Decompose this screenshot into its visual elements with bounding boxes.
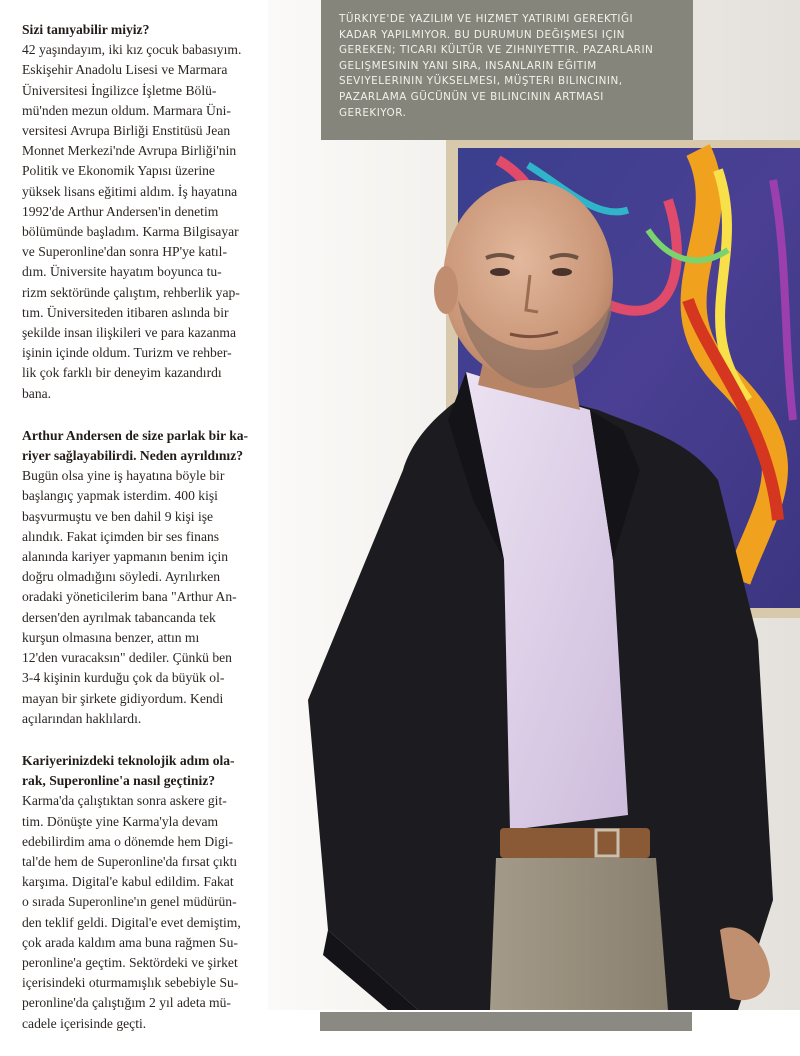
pull-quote-line: SEVIYELERININ YÜKSELMESI, MÜŞTERI BILINCININ, bbox=[339, 75, 623, 88]
pull-quote-line: GEREKEN; TICARI KÜLTÜR VE ZIHNIYETTIR. PAZARLARIN bbox=[339, 44, 654, 57]
interview-question: Kariyerinizdeki teknolojik adım ola- rak, Superonline'a nasıl geçtiniz? bbox=[22, 752, 235, 789]
interview-column bbox=[22, 20, 260, 1056]
interview-answer: Karma'da çalıştıktan sonra askere git- tim. Dönüşte yine Karma'yla devam edebilirdim ama o dönemde hem Digi- tal'de hem de Superonline'da fırsat çıktı karşıma. Digital'e kabul edildim. Fakat o sırada Superonline'ın genel müdürün- den teklif geldi. Digital'e evet demiştim, çok arada kaldım ama buna rağmen Su- peronline'a geçtim. Sektördeki ve şirket içerisindeki oturmamışlık sebebiyle Su- peronline'da çalıştığım 2 yıl adeta mü- cadele içerisinde geçti. bbox=[22, 793, 241, 1031]
interview-section bbox=[22, 20, 260, 404]
pull-quote-line: GEREKIYOR. bbox=[339, 106, 407, 119]
grey-trousers bbox=[490, 858, 668, 1010]
interview-answer: Bugün olsa yine iş hayatına böyle bir başlangıç yapmak isterdim. 400 kişi başvurmuştu ve ben dahil 9 kişi işe alındık. Fakat içimden bir ses finans alanında kariyer yapmanın benim için doğru olmadığını söyledi. Ayrılırken oradaki yöneticilerim bana "Arthur An- dersen'den ayrılmak tabancanda tek kurşun olmasına benzer, attın mı 12'den vuracaksın" dediler. Çünkü ben 3-4 kişinin kurduğu çok da büyük ol- mayan bir şirkete gidiyordum. Kendi açılarından haklılardı. bbox=[22, 468, 237, 726]
portrait-photo bbox=[268, 0, 800, 1010]
brown-belt bbox=[500, 828, 650, 858]
pull-quote bbox=[321, 0, 693, 140]
pull-quote-line: GELIŞMESININ YANI SIRA, INSANLARIN EĞITIM bbox=[339, 59, 597, 72]
portrait-illustration bbox=[268, 0, 800, 1010]
interview-section bbox=[22, 426, 260, 729]
interview-answer: 42 yaşındayım, iki kız çocuk babasıyım. Eskişehir Anadolu Lisesi ve Marmara Üniversitesi İngilizce İşletme Bölü- mü'nden mezun oldum. Marmara Üni- versitesi Avrupa Birliği Enstitüsü Jean Monnet Merkezi'nde Avrupa Birliği'nin Politik ve Ekonomik Yapısı üzerine yüksek lisans eğitimi aldım. İş hayatına 1992'de Arthur Andersen'in denetim bölümünde başladım. Karma Bilgisayar ve Superonline'dan sonra HP'ye katıl- dım. Üniversite hayatım boyunca tu- rizm sektöründe çalıştım, rehberlik yap- tım. Üniversiteden itibaren aslında bir şekilde insan ilişkileri ve para kazanma işinin içinde oldum. Turizm ve rehber- lik çok farklı bir deneyim kazandırdı bana. bbox=[22, 42, 242, 401]
interview-question: Arthur Andersen de size parlak bir ka- riyer sağlayabilirdi. Neden ayrıldınız? bbox=[22, 427, 249, 464]
pull-quote-line: PAZARLAMA GÜCÜNÜN VE BILINCININ ARTMASI bbox=[339, 90, 604, 103]
pull-quote-line: TÜRKIYE'DE YAZILIM VE HIZMET YATIRIMI GEREKTIĞI bbox=[339, 13, 634, 25]
bottom-band bbox=[320, 1012, 692, 1031]
pull-quote-line: KADAR YAPILMIYOR. BU DURUMUN DEĞIŞMESI IÇIN bbox=[339, 28, 625, 41]
interview-question: Sizi tanıyabilir miyiz? bbox=[22, 22, 150, 37]
interview-section bbox=[22, 751, 260, 1034]
